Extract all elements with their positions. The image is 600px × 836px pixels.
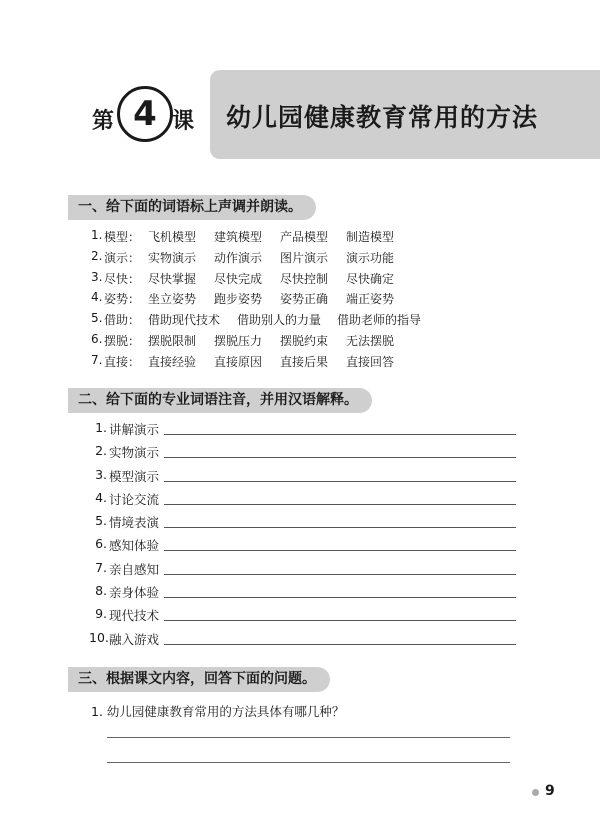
section-3-heading: 三、根据课文内容，回答下面的问题。: [68, 667, 330, 692]
vocab-row: [91, 332, 437, 353]
vocab-row: [91, 249, 437, 270]
answer-blank[interactable]: [164, 606, 516, 621]
answer-blank[interactable]: [164, 490, 516, 505]
term-label: 讨论交流: [109, 491, 160, 507]
vocab-phrase: 动作演示: [214, 250, 263, 265]
vocab-phrase: 姿势正确: [280, 292, 329, 307]
vocab-number: 5.: [91, 311, 103, 326]
term-label: 亲自感知: [109, 561, 160, 577]
term-row: [89, 630, 516, 653]
term-number: 5.: [95, 513, 107, 529]
vocab-phrase: 直接原因: [214, 354, 263, 369]
term-label: 现代技术: [109, 608, 160, 624]
vocab-phrase: 飞机模型: [148, 230, 197, 244]
vocab-headword: 直接：: [104, 354, 141, 369]
term-row: [89, 420, 516, 443]
vocab-row: [91, 290, 437, 311]
vocab-phrase: 端正姿势: [346, 292, 395, 307]
vocab-phrase: 演示功能: [346, 250, 395, 265]
vocab-phrase: 图片演示: [280, 250, 329, 265]
term-row: [89, 583, 516, 606]
answer-blank[interactable]: [164, 560, 516, 575]
term-row: [89, 513, 516, 536]
vocab-phrase: 借助现代技术: [148, 313, 221, 328]
vocab-headword: 演示：: [104, 250, 141, 265]
vocab-number: 3.: [91, 269, 103, 284]
answer-line[interactable]: [107, 762, 510, 763]
vocab-row: [91, 311, 437, 332]
vocab-phrase: 直接后果: [280, 354, 329, 369]
vocab-phrase: 借助老师的指导: [337, 313, 422, 328]
vocab-phrase: 制造模型: [346, 230, 395, 244]
vocab-row: [91, 353, 437, 374]
answer-blank[interactable]: [164, 630, 516, 645]
vocab-number: 4.: [91, 290, 103, 305]
lesson-prefix: 第: [92, 108, 115, 134]
section-1-heading: 一、给下面的词语标上声调并朗读。: [68, 195, 316, 220]
term-label: 亲身体验: [109, 585, 160, 601]
vocab-number: 6.: [91, 331, 103, 346]
vocab-phrase: 摆脱限制: [148, 333, 197, 348]
vocab-number: 2.: [91, 248, 103, 263]
term-row: [89, 467, 516, 490]
vocab-headword: 尽快：: [104, 271, 141, 286]
term-list: [89, 420, 516, 653]
page-marker-dot: [532, 789, 539, 796]
term-number: 7.: [95, 559, 107, 575]
vocab-phrase: 尽快确定: [346, 271, 395, 286]
vocab-number: 1.: [91, 228, 103, 242]
vocab-headword: 借助：: [104, 313, 141, 328]
term-number: 4.: [95, 489, 107, 505]
term-number: 9.: [95, 606, 107, 622]
term-number: 3.: [95, 466, 107, 482]
term-label: 模型演示: [109, 468, 160, 484]
vocab-row: [91, 228, 437, 249]
vocab-row: [91, 270, 437, 291]
term-number: 10.: [89, 629, 109, 645]
answer-blank[interactable]: [164, 536, 516, 551]
question-text: 1. 幼儿园健康教育常用的方法具体有哪几种？: [91, 704, 345, 719]
answer-line[interactable]: [107, 737, 510, 738]
term-label: 感知体验: [109, 538, 160, 554]
vocab-phrase: 尽快控制: [280, 271, 329, 286]
vocab-phrase: 建筑模型: [214, 230, 263, 244]
term-label: 实物演示: [109, 445, 160, 461]
term-number: 6.: [95, 536, 107, 552]
lesson-title-banner: [210, 70, 600, 159]
vocab-phrase: 跑步姿势: [214, 292, 263, 307]
vocab-phrase: 摆脱压力: [214, 333, 263, 348]
vocab-headword: 模型：: [104, 230, 141, 244]
lesson-suffix: 课: [172, 108, 195, 134]
term-label: 情境表演: [109, 515, 160, 531]
term-label: 融入游戏: [109, 631, 160, 647]
term-row: [89, 490, 516, 513]
vocab-phrase: 尽快掌握: [148, 271, 197, 286]
vocab-phrase: 摆脱约束: [280, 333, 329, 348]
vocab-phrase: 直接经验: [148, 354, 197, 369]
term-number: 1.: [95, 420, 107, 435]
section-2-heading: 二、给下面的专业词语注音，并用汉语解释。: [68, 388, 372, 413]
lesson-header: [0, 0, 600, 170]
vocab-phrase: 产品模型: [280, 230, 329, 244]
vocab-phrase: 尽快完成: [214, 271, 263, 286]
answer-blank[interactable]: [164, 583, 516, 598]
term-row: [89, 606, 516, 629]
vocab-phrase: 借助别人的力量: [237, 313, 322, 328]
page-number: 9: [545, 783, 555, 799]
vocab-phrase: 实物演示: [148, 250, 197, 265]
lesson-title: 幼儿园健康教育常用的方法: [226, 103, 539, 132]
vocab-phrase: 直接回答: [346, 354, 395, 369]
answer-blank[interactable]: [164, 420, 516, 435]
term-number: 2.: [95, 443, 107, 459]
vocab-headword: 摆脱：: [104, 333, 141, 348]
term-row: [89, 536, 516, 559]
answer-blank[interactable]: [164, 443, 516, 458]
vocab-phrase: 无法摆脱: [346, 333, 395, 348]
answer-blank[interactable]: [164, 513, 516, 528]
term-row: [89, 560, 516, 583]
lesson-number-badge: 4: [117, 86, 173, 142]
vocab-phrase: 坐立姿势: [148, 292, 197, 307]
term-row: [89, 443, 516, 466]
vocab-headword: 姿势：: [104, 292, 141, 307]
term-label: 讲解演示: [109, 422, 160, 437]
term-number: 8.: [95, 583, 107, 599]
vocab-list: [91, 228, 437, 374]
answer-blank[interactable]: [164, 467, 516, 482]
vocab-number: 7.: [91, 352, 103, 367]
